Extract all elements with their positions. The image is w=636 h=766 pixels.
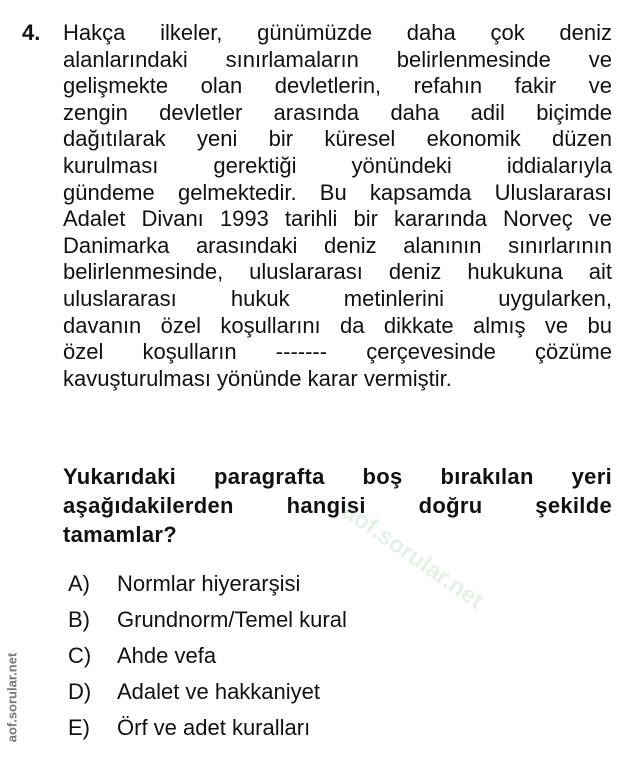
text-line: Hakça ilkeler, günümüzde daha çok deniz <box>63 20 612 45</box>
option-letter: A) <box>68 571 90 596</box>
watermark: aof.sorular.net <box>337 497 489 615</box>
option-letter: B) <box>68 607 90 632</box>
text-line: Adalet Divanı 1993 tarihli bir kararında Norveç ve <box>63 206 612 232</box>
text-line: kavuşturulması yönünde karar vermiştir. <box>63 365 452 391</box>
text-line: uluslararası hukuk metinlerini uygularken, <box>63 285 612 311</box>
text-line: dağıtılarak yeni bir küresel ekonomik düzen <box>63 126 612 152</box>
option-text: Normlar hiyerarşisi <box>117 571 301 596</box>
option-letter: D) <box>68 679 92 704</box>
text-line: alanlarındaki sınırlamaların belirlenmesinde ve <box>63 46 612 72</box>
option-text: Ahde vefa <box>117 643 217 668</box>
option-text: Grundnorm/Temel kural <box>117 607 347 632</box>
text-line: Yukarıdaki paragrafta boş bırakılan yeri <box>63 464 612 489</box>
text-line: belirlenmesinde, uluslararası deniz hukukuna ait <box>63 259 612 285</box>
text-line: tamamlar? <box>63 522 177 547</box>
text-line: özel koşulların ------- çerçevesinde çözüme <box>63 339 612 365</box>
option-letter: E) <box>68 715 90 740</box>
question-paragraph <box>63 20 612 392</box>
text-line: kurulması gerektiği yönündeki iddialarıyla <box>63 152 612 178</box>
answer-option-b[interactable] <box>68 607 347 633</box>
text-line: gelişmekte olan devletlerin, refahın fakir ve <box>63 73 612 99</box>
answer-option-c[interactable] <box>68 643 216 669</box>
question-number: 4. <box>22 20 41 45</box>
answer-option-a[interactable] <box>68 571 300 597</box>
option-letter: C) <box>68 643 92 668</box>
side-watermark: aof.sorular.net <box>4 652 20 743</box>
text-line: zengin devletler arasında daha adil biçimde <box>63 99 612 125</box>
option-text: Adalet ve hakkaniyet <box>117 679 321 704</box>
text-line: davanın özel koşullarını da dikkate almış ve bu <box>63 312 612 338</box>
text-line: Danimarka arasındaki deniz alanının sınırlarının <box>63 232 612 258</box>
text-line: aşağıdakilerden hangisi doğru şekilde <box>63 493 612 518</box>
text-line: gündeme gelmektedir. Bu kapsamda Uluslararası <box>63 179 612 205</box>
option-text: Örf ve adet kuralları <box>117 715 311 740</box>
question-prompt <box>63 462 612 549</box>
answer-option-d[interactable] <box>68 679 320 705</box>
answer-option-e[interactable] <box>68 715 310 741</box>
